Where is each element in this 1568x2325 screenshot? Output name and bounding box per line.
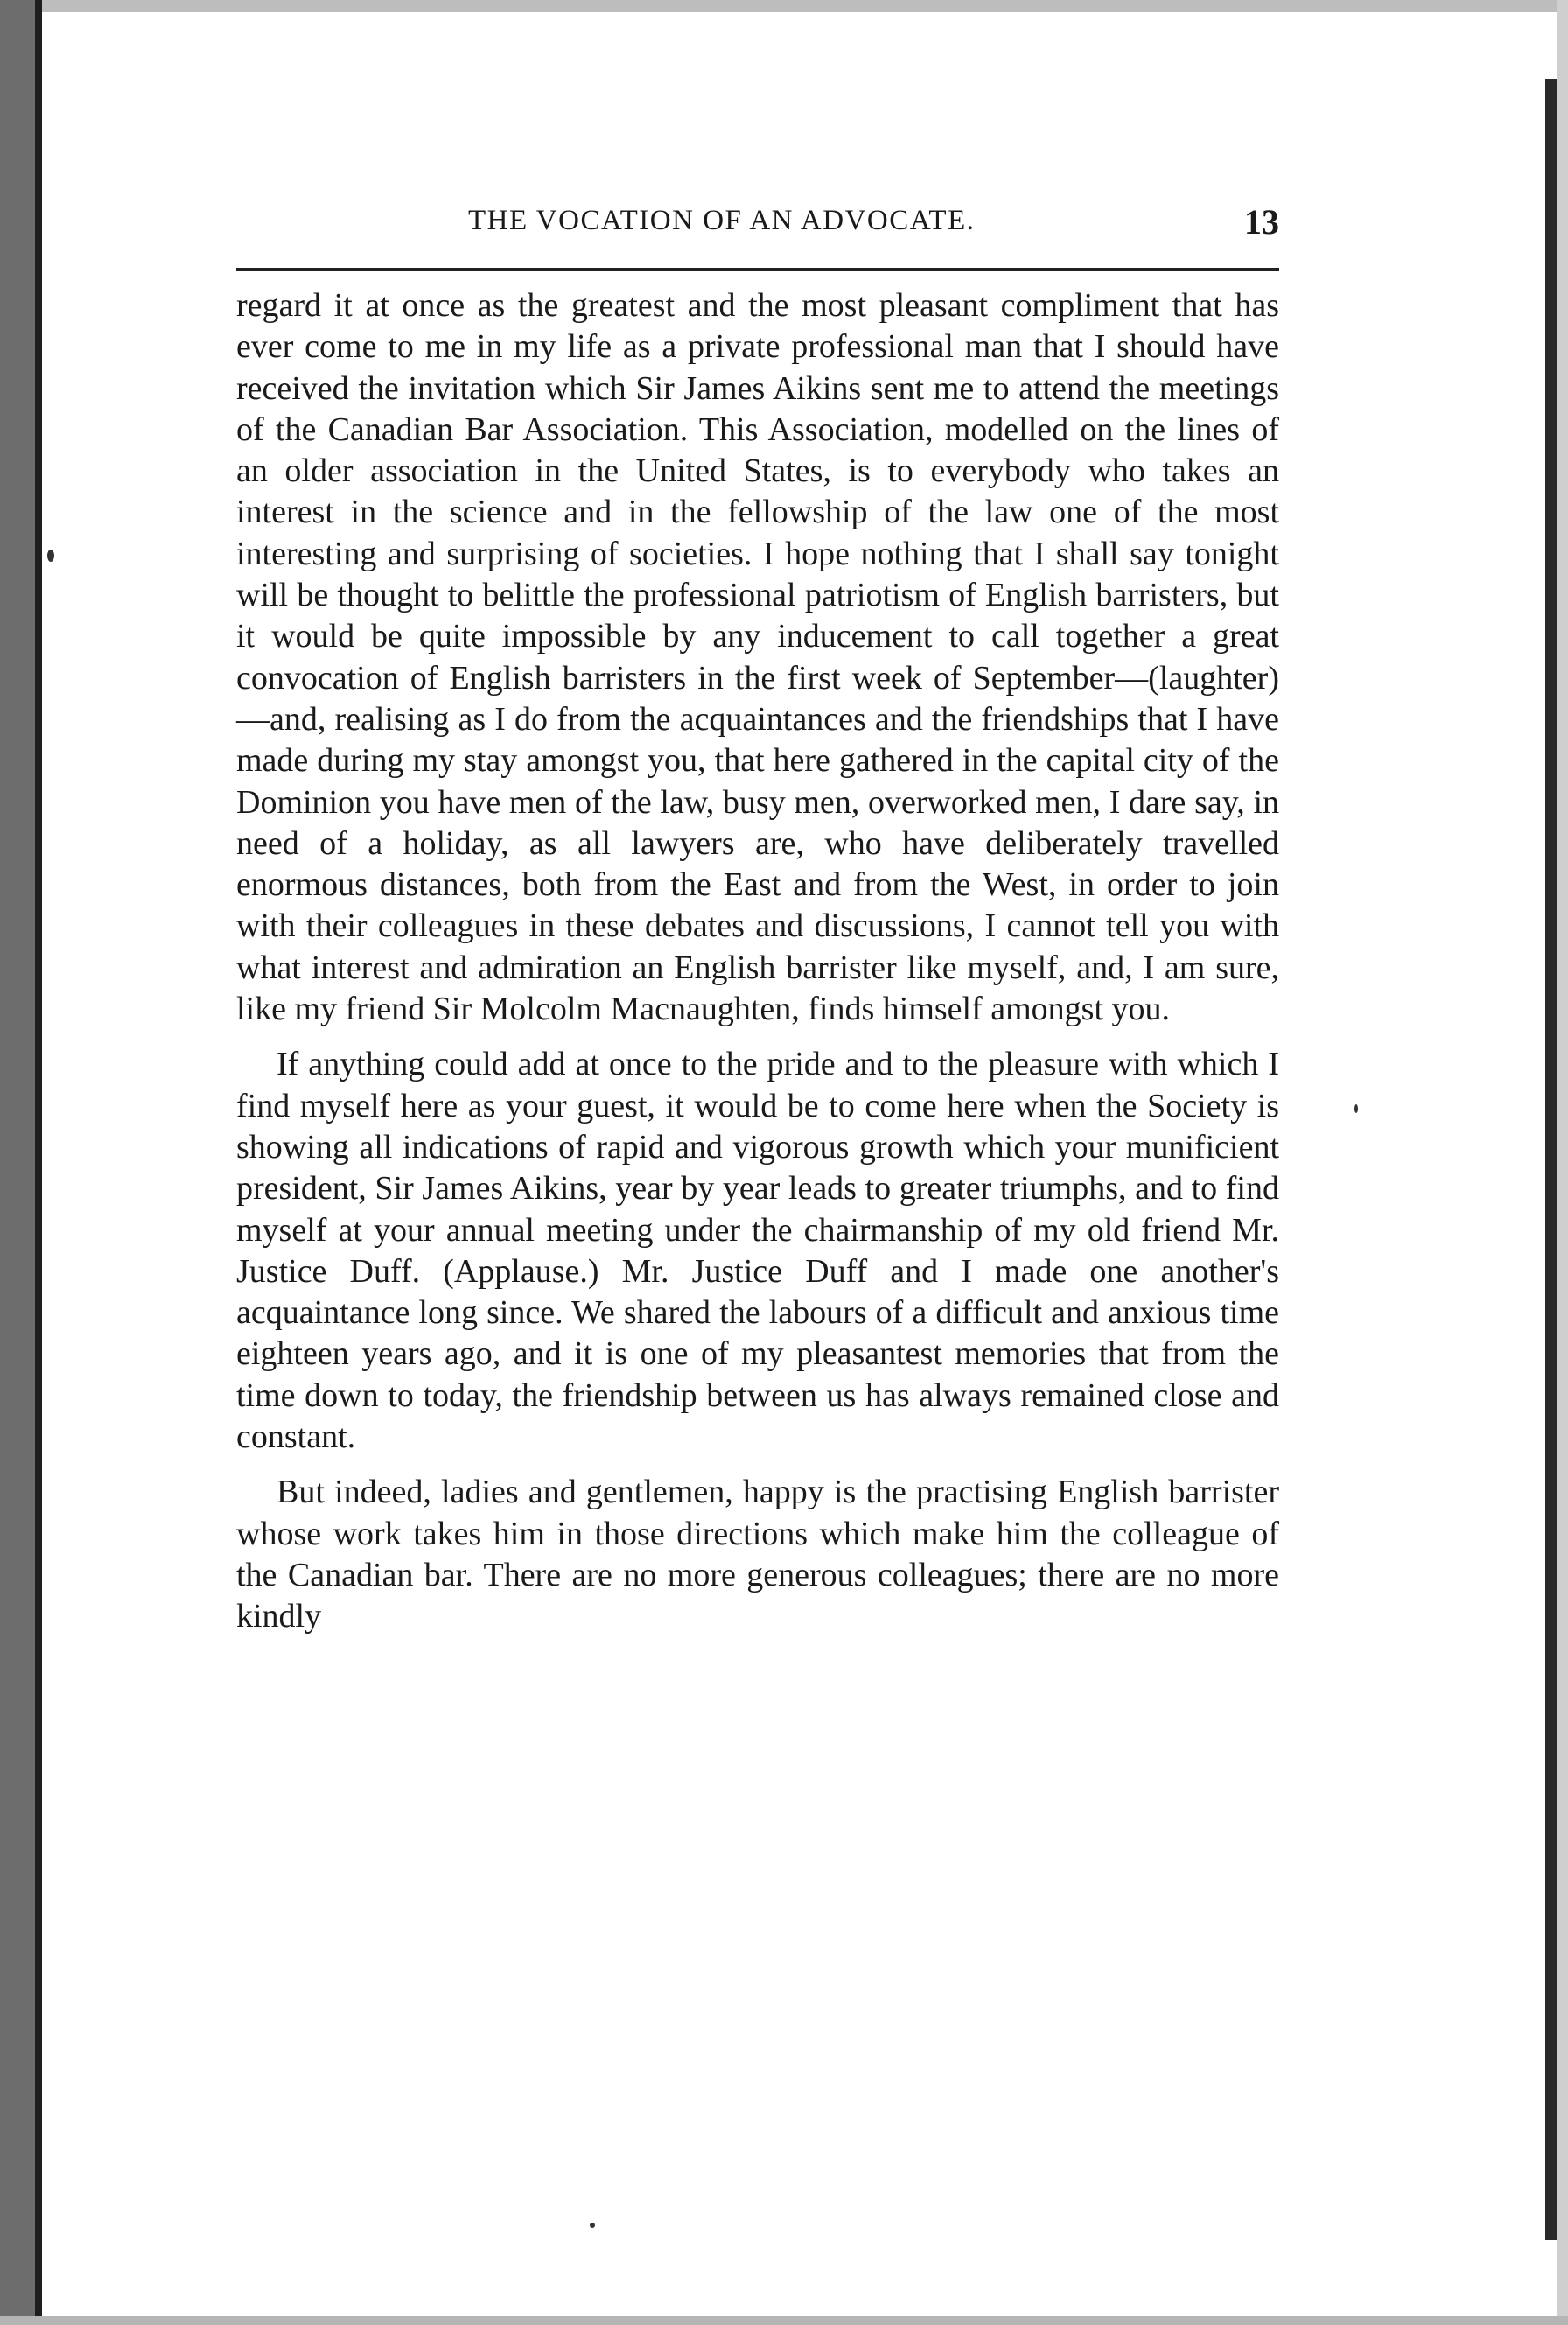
- body-text: [236, 285, 1279, 1638]
- scan-edge-right-shadow: [1545, 79, 1558, 2240]
- scan-edge-right: [1558, 0, 1568, 2325]
- page-number: 13: [1244, 202, 1279, 242]
- header-rule: [236, 268, 1279, 271]
- running-title: THE VOCATION OF AN ADVOCATE.: [468, 205, 976, 236]
- scan-edge-bottom: [0, 2316, 1568, 2325]
- scan-speck: [47, 550, 54, 562]
- scan-edge-left: [0, 0, 35, 2325]
- paragraph: regard it at once as the greatest and the most pleasant compliment that has ever come to me in my life as a private professional man that I should have received the invitation which Sir James Aikins sent me to attend the meetings of the Canadian Bar Association. This Association, modelled on the lines of an older association in the United States, is to everybody who takes an interest in the science and in the fellowship of the law one of the most interesting and surprising of societies. I hope nothing that I shall say tonight will be thought to belittle the professional patriotism of English barristers, but it would be quite impossible by any inducement to call together a great convocation of English barristers in the first week of September—(laughter)—and, realising as I do from the acquaintances and the friendships that I have made during my stay amongst you, that here gathered in the capital city of the Dominion you have men of the law, busy men, overworked men, I dare say, in need of a holiday, as all lawyers are, who have deliberately travelled enormous distances, both from the East and from the West, in order to join with their colleagues in these debates and discussions, I cannot tell you with what interest and admiration an English barrister like myself, and, I am sure, like my friend Sir Molcolm Macnaughten, finds himself amongst you.: [236, 287, 1279, 1028]
- paragraph: But indeed, ladies and gentlemen, happy is the practising English barrister whose work takes him in those directions which make him the colleague of the Canadian bar. There are no more generous colleagues; there are no more kindly: [236, 1474, 1279, 1635]
- scan-edge-top: [0, 0, 1568, 12]
- running-head: [236, 200, 1279, 252]
- scan-speck: [1354, 1104, 1358, 1113]
- paragraph: If anything could add at once to the pride and to the pleasure with which I find myself here as your guest, it would be to come here when the Society is showing all indications of rapid and vigorous growth which your munificient president, Sir James Aikins, year by year leads to greater triumphs, and to find myself at your annual meeting under the chairmanship of my old friend Mr. Justice Duff. (Applause.) Mr. Justice Duff and I made one another's acquaintance long since. We shared the labours of a difficult and anxious time eighteen years ago, and it is one of my pleasantest memories that from the time down to today, the friendship between us has always remained close and constant.: [236, 1046, 1279, 1456]
- scan-speck: [590, 2223, 595, 2228]
- scan-edge-left-shadow: [35, 0, 42, 2325]
- book-page: [236, 200, 1279, 1638]
